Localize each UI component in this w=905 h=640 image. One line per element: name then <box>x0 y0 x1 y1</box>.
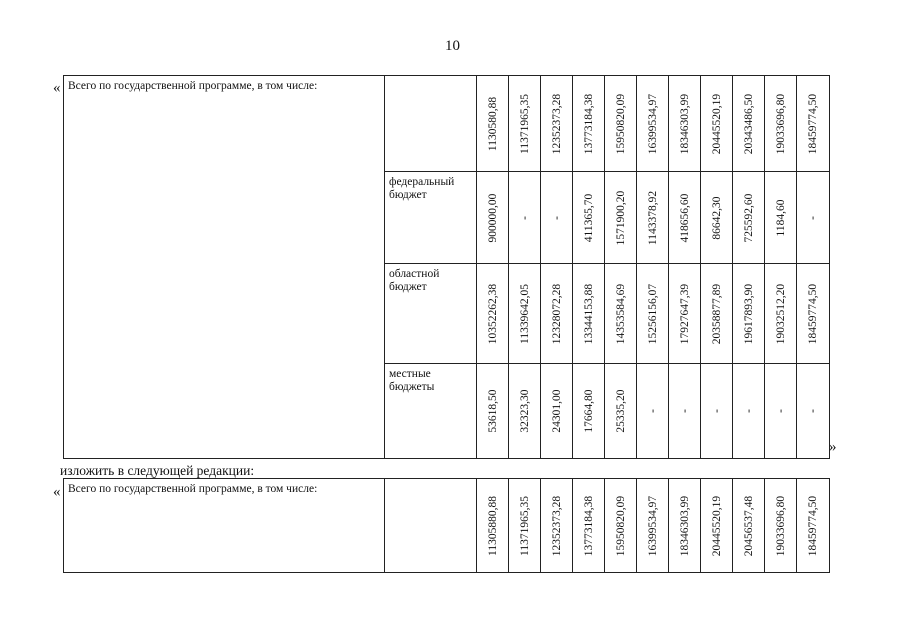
value-cell <box>541 76 573 172</box>
value-text: 10352262,38 <box>486 283 499 344</box>
value-text: 12328072,28 <box>550 283 563 344</box>
value-text: 19033696,80 <box>774 93 787 154</box>
open-quote-2: « <box>53 484 61 500</box>
value-text: 16399534,97 <box>646 93 659 154</box>
value-cell <box>509 264 541 364</box>
value-cell <box>541 479 573 573</box>
value-cell <box>509 172 541 264</box>
new-funding-table <box>63 478 830 573</box>
value-cell <box>541 172 573 264</box>
value-cell <box>637 479 669 573</box>
funding-source-label: областной бюджет <box>389 268 440 293</box>
value-text: 20343486,50 <box>742 93 755 154</box>
value-text: 725592,60 <box>742 193 755 242</box>
value-cell <box>541 264 573 364</box>
value-cell <box>573 264 605 364</box>
value-text: 12352373,28 <box>550 495 563 556</box>
value-cell <box>797 479 830 573</box>
value-text: 15950820,09 <box>614 93 627 154</box>
funding-source-cell <box>385 479 477 573</box>
value-cell <box>477 364 509 459</box>
value-text: 900000,00 <box>486 193 499 242</box>
value-cell <box>605 479 637 573</box>
value-text: 20456537,48 <box>742 495 755 556</box>
funding-source-cell <box>385 172 477 264</box>
value-text: - <box>807 215 819 220</box>
value-cell <box>701 76 733 172</box>
section-title: изложить в следующей редакции: <box>60 463 255 478</box>
value-text: 19033696,80 <box>774 495 787 556</box>
old-funding-table <box>63 75 830 459</box>
value-cell <box>477 76 509 172</box>
open-quote-1: « <box>53 80 61 96</box>
value-cell <box>509 479 541 573</box>
value-text: 1130580,88 <box>486 96 499 151</box>
value-text: 11339642,05 <box>518 283 531 344</box>
value-text: - <box>774 409 787 413</box>
value-text: 1571900,20 <box>614 190 627 245</box>
value-text: 19617893,90 <box>742 283 755 344</box>
value-text: 15256156,07 <box>646 283 659 344</box>
value-text: 18459774,50 <box>807 283 819 344</box>
value-cell <box>765 172 797 264</box>
value-cell <box>509 364 541 459</box>
value-text: 418656,60 <box>678 193 691 242</box>
value-text: 13773184,38 <box>582 93 595 154</box>
value-cell <box>509 76 541 172</box>
value-cell <box>701 364 733 459</box>
value-cell <box>701 172 733 264</box>
value-text: 18459774,50 <box>807 495 819 556</box>
value-text: 13773184,38 <box>582 495 595 556</box>
program-total-label: Всего по государственной программе, в том числе: <box>64 479 385 573</box>
value-cell <box>797 364 830 459</box>
value-text: 1143378,92 <box>646 190 659 245</box>
value-text: - <box>518 215 531 220</box>
value-text: - <box>550 215 563 220</box>
value-cell <box>605 364 637 459</box>
value-text: 17927647,39 <box>678 283 691 344</box>
value-text: 25335,20 <box>614 389 627 433</box>
value-cell <box>797 264 830 364</box>
value-cell <box>573 364 605 459</box>
value-text: 20445520,19 <box>710 93 723 154</box>
value-cell <box>573 76 605 172</box>
value-cell <box>637 364 669 459</box>
value-cell <box>669 76 701 172</box>
value-cell <box>733 364 765 459</box>
value-cell <box>797 76 830 172</box>
value-cell <box>669 364 701 459</box>
value-text: 12352373,28 <box>550 93 563 154</box>
value-cell <box>637 264 669 364</box>
value-text: - <box>678 409 691 413</box>
value-cell <box>541 364 573 459</box>
value-text: 19032512,20 <box>774 283 787 344</box>
value-text: - <box>646 409 659 413</box>
value-cell <box>477 172 509 264</box>
value-text: 18346303,99 <box>678 495 691 556</box>
value-cell <box>765 364 797 459</box>
value-cell <box>701 264 733 364</box>
page-number: 10 <box>445 38 460 54</box>
value-cell <box>477 264 509 364</box>
value-text: 15950820,09 <box>614 495 627 556</box>
value-text: 53618,50 <box>486 389 499 433</box>
value-cell <box>669 479 701 573</box>
value-cell <box>605 264 637 364</box>
value-cell <box>669 172 701 264</box>
value-cell <box>637 172 669 264</box>
value-text: 14353584,69 <box>614 283 627 344</box>
value-text: - <box>807 409 819 413</box>
value-cell <box>701 479 733 573</box>
funding-source-label: федеральный бюджет <box>389 176 455 201</box>
value-text: 20358877,89 <box>710 283 723 344</box>
value-text: 13344153,88 <box>582 283 595 344</box>
value-cell <box>733 172 765 264</box>
value-text: 32323,30 <box>518 389 531 433</box>
value-text: 1184,60 <box>774 199 787 236</box>
table-row <box>64 76 830 172</box>
funding-source-cell <box>385 76 477 172</box>
value-text: 24301,00 <box>550 389 563 433</box>
value-text: - <box>742 409 755 413</box>
value-cell <box>797 172 830 264</box>
table-row <box>64 479 830 573</box>
value-cell <box>733 76 765 172</box>
value-text: 16399534,97 <box>646 495 659 556</box>
value-text: 20445520,19 <box>710 495 723 556</box>
value-text: 17664,80 <box>582 389 595 433</box>
value-cell <box>637 76 669 172</box>
value-cell <box>765 479 797 573</box>
value-text: 411365,70 <box>582 193 595 242</box>
value-cell <box>733 264 765 364</box>
value-cell <box>573 479 605 573</box>
value-cell <box>605 76 637 172</box>
value-text: 18346303,99 <box>678 93 691 154</box>
funding-source-cell <box>385 264 477 364</box>
value-text: 11371965,35 <box>518 495 531 556</box>
value-text: 18459774,50 <box>807 93 819 154</box>
value-cell <box>573 172 605 264</box>
value-text: 11305880,88 <box>486 495 499 556</box>
program-total-label: Всего по государственной программе, в том числе: <box>64 76 385 459</box>
value-cell <box>477 479 509 573</box>
value-cell <box>733 479 765 573</box>
funding-source-cell <box>385 364 477 459</box>
value-cell <box>765 76 797 172</box>
funding-source-label: местные бюджеты <box>389 368 435 393</box>
value-text: 86642,30 <box>710 195 723 240</box>
close-quote-1: » <box>829 439 837 455</box>
value-cell <box>669 264 701 364</box>
value-cell <box>765 264 797 364</box>
value-cell <box>605 172 637 264</box>
value-text: - <box>710 409 723 413</box>
value-text: 11371965,35 <box>518 93 531 154</box>
